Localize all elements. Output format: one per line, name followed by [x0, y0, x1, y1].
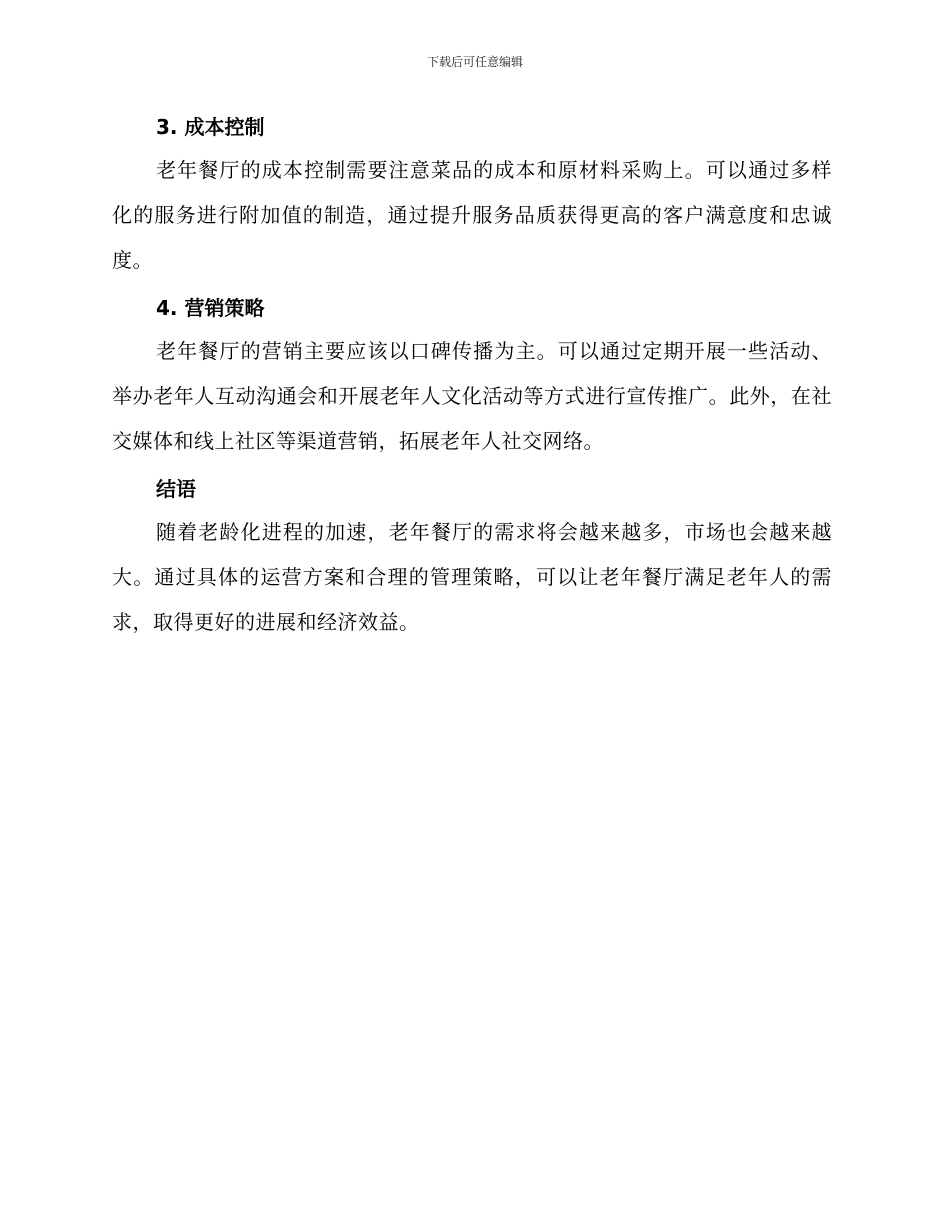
section-paragraph-cost-control: 老年餐厅的成本控制需要注意菜品的成本和原材料采购上。可以通过多样化的服务进行附加值的制造，通过提升服务品质获得更高的客户满意度和忠诚度。: [112, 158, 832, 272]
document-body: [112, 112, 832, 655]
section-heading-marketing-strategy: 4. 营销策略: [156, 296, 265, 320]
section-paragraph-marketing-strategy: 老年餐厅的营销主要应该以口碑传播为主。可以通过定期开展一些活动、举办老年人互动沟通会和开展老年人文化活动等方式进行宣传推广。此外，在社交媒体和线上社区等渠道营销，拓展老年人社交网络。: [112, 339, 832, 453]
section-heading-conclusion: 结语: [156, 477, 196, 501]
section-heading-cost-control: 3. 成本控制: [156, 115, 265, 139]
page-header-note: 下载后可任意编辑: [426, 55, 523, 69]
section-paragraph-conclusion: 随着老龄化进程的加速，老年餐厅的需求将会越来越多，市场也会越来越大。通过具体的运营方案和合理的管理策略，可以让老年餐厅满足老年人的需求，取得更好的进展和经济效益。: [112, 520, 832, 634]
